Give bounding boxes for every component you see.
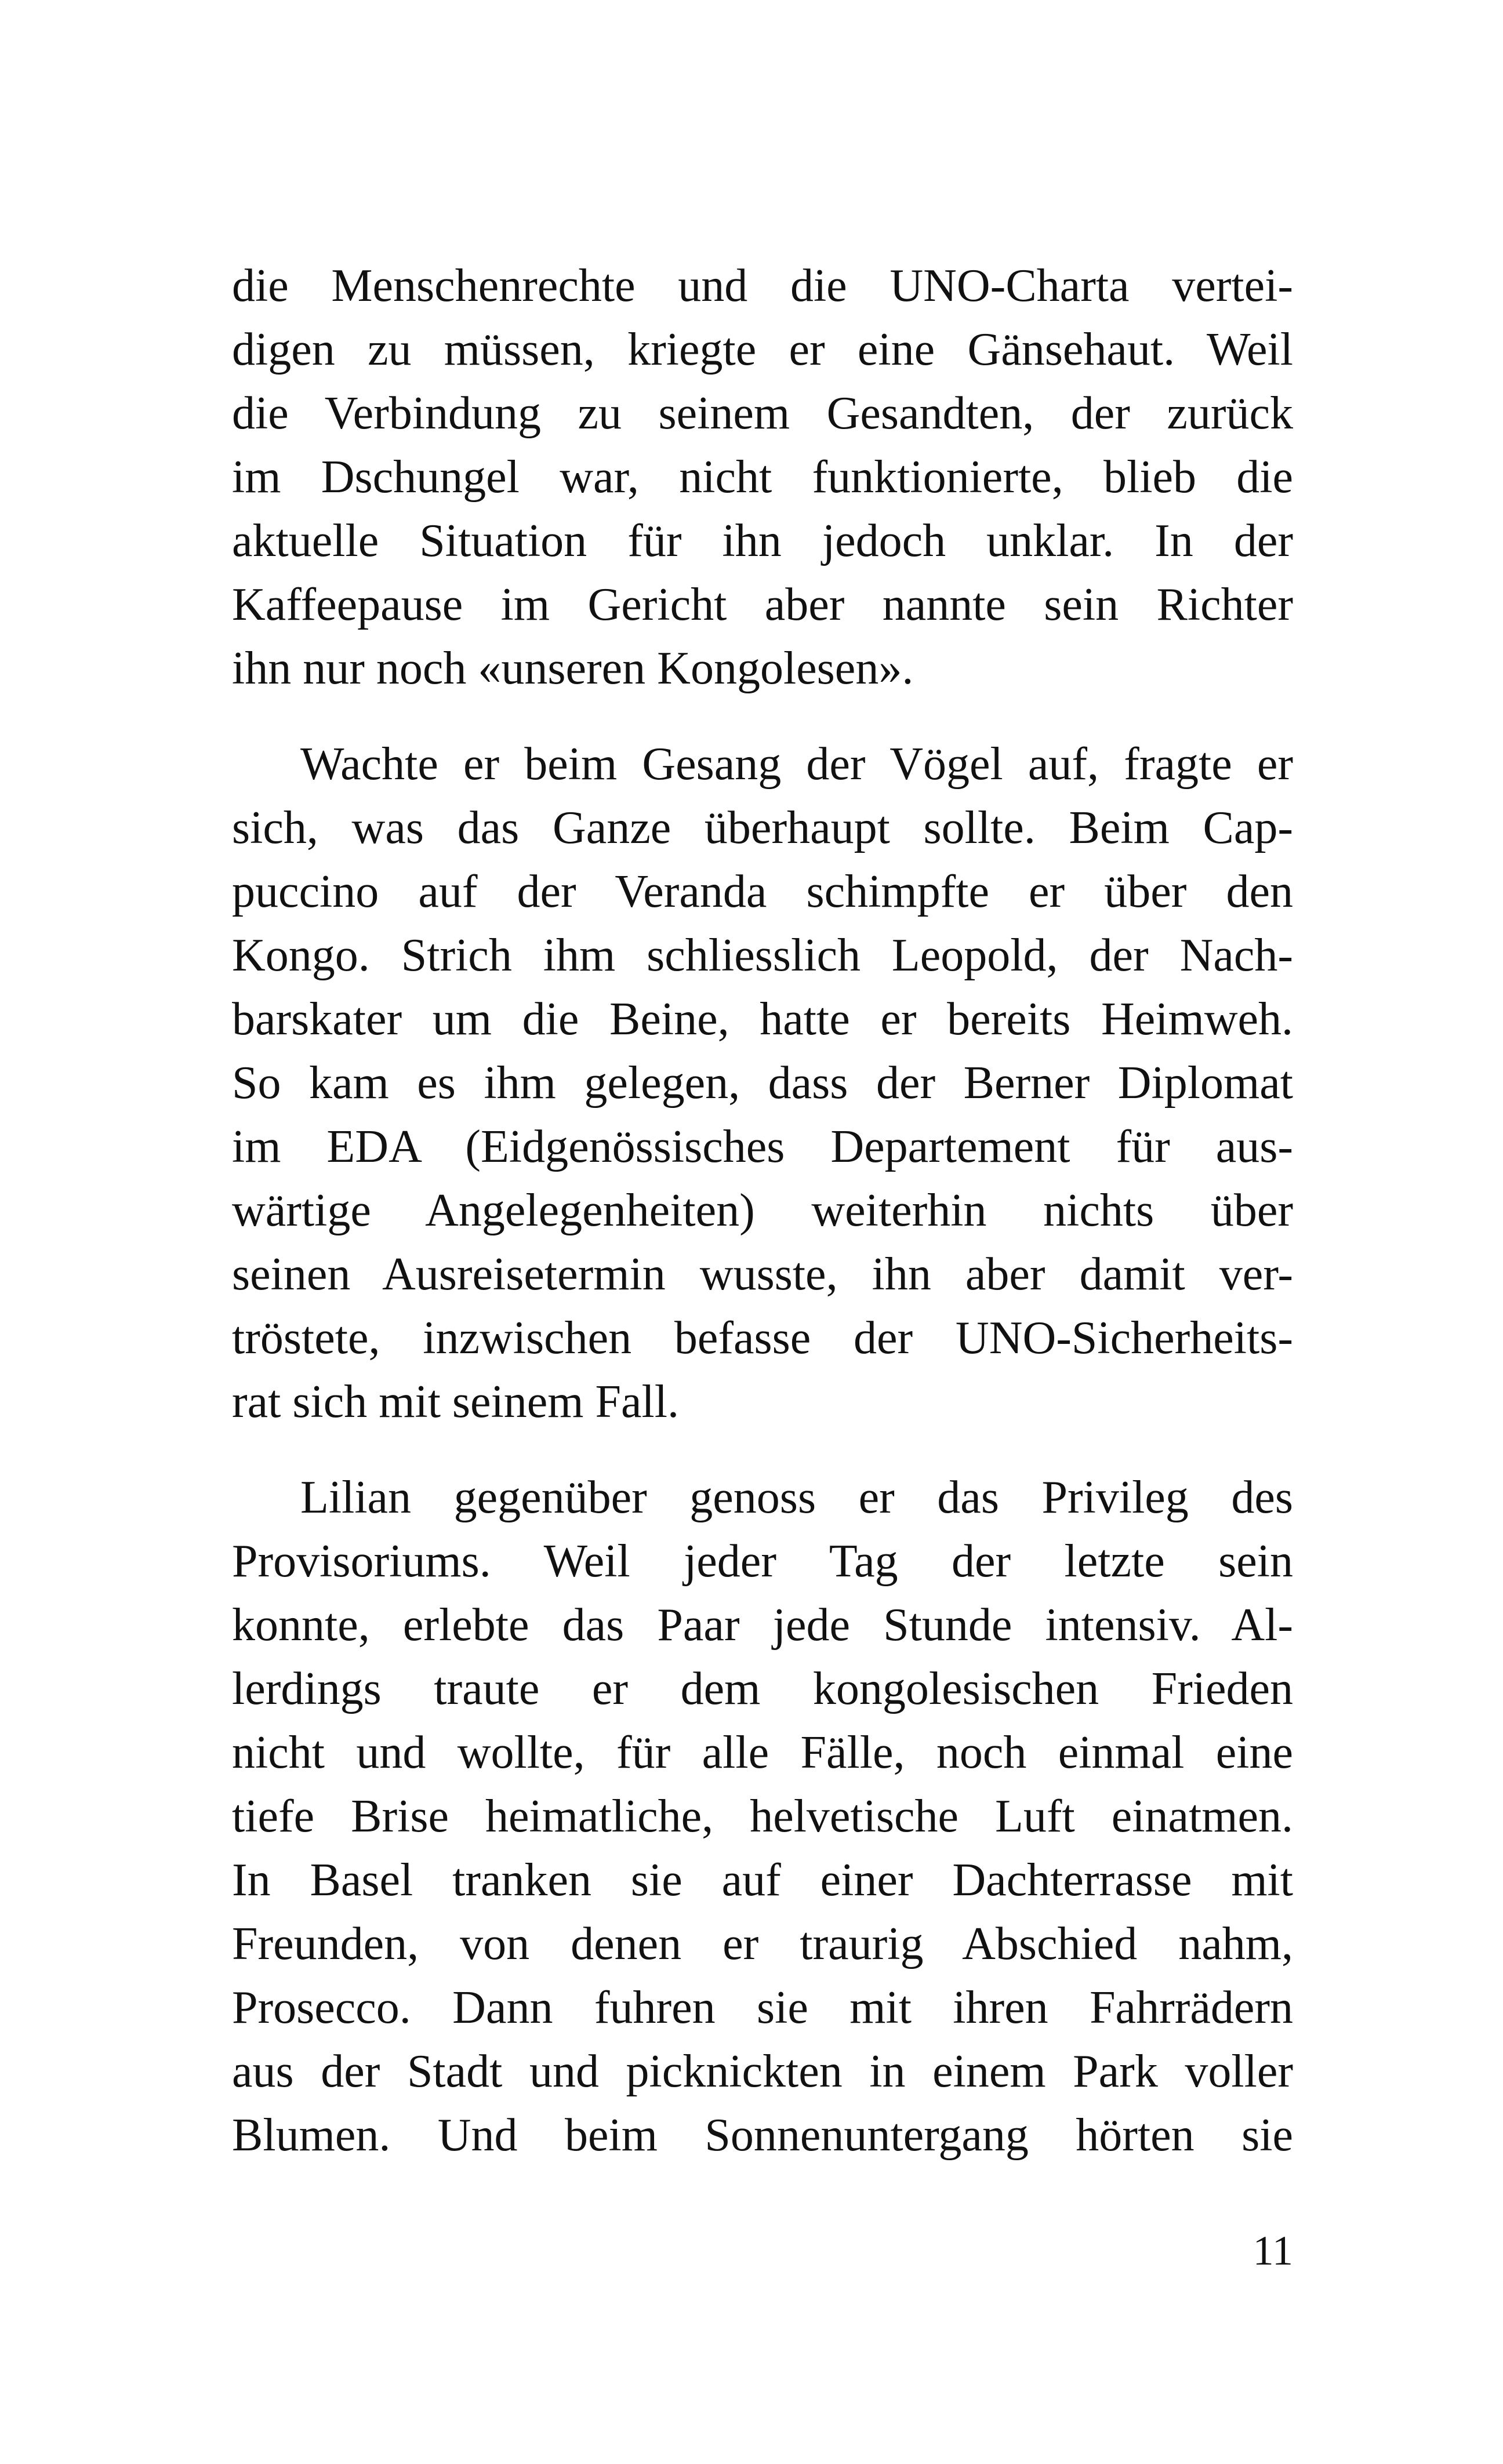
text-line: nicht und wollte, für alle Fälle, noch einmal eine: [232, 1727, 1293, 1778]
text-line: Freunden, von denen er traurig Abschied nahm,: [232, 1918, 1293, 1969]
text-line: rat sich mit seinem Fall.: [232, 1376, 679, 1427]
text-line: konnte, erlebte das Paar jede Stunde intensiv. Al-: [232, 1600, 1293, 1651]
text-line: im Dschungel war, nicht funktionierte, blieb die: [232, 452, 1293, 503]
text-line: puccino auf der Veranda schimpfte er über den: [232, 866, 1293, 917]
text-line: Lilian gegenüber genoss er das Privileg des: [300, 1472, 1293, 1523]
text-line: In Basel tranken sie auf einer Dachterrasse mit: [232, 1855, 1293, 1906]
paragraph: [232, 1466, 1293, 2167]
text-line: tröstete, inzwischen befasse der UNO-Sicherheits-: [232, 1313, 1293, 1364]
text-line: im EDA (Eidgenössisches Departement für aus-: [232, 1121, 1293, 1172]
text-line: aus der Stadt und picknickten in einem Park voller: [232, 2046, 1293, 2097]
text-line: wärtige Angelegenheiten) weiterhin nichts über: [232, 1185, 1293, 1236]
text-line: aktuelle Situation für ihn jedoch unklar. In der: [232, 515, 1293, 566]
text-line: Kongo. Strich ihm schliesslich Leopold, der Nach-: [232, 930, 1293, 981]
text-line: Wachte er beim Gesang der Vögel auf, fragte er: [300, 739, 1293, 790]
text-line: seinen Ausreisetermin wusste, ihn aber damit ver-: [232, 1249, 1293, 1300]
text-line: Blumen. Und beim Sonnenuntergang hörten sie: [232, 2110, 1293, 2161]
text-line: Prosecco. Dann fuhren sie mit ihren Fahrrädern: [232, 1982, 1293, 2033]
text-line: Provisoriums. Weil jeder Tag der letzte sein: [232, 1536, 1293, 1587]
text-line: die Menschenrechte und die UNO-Charta vertei-: [232, 260, 1293, 311]
text-line: lerdings traute er dem kongolesischen Frieden: [232, 1663, 1293, 1714]
text-line: So kam es ihm gelegen, dass der Berner Diplomat: [232, 1057, 1293, 1109]
text-line: Kaffeepause im Gericht aber nannte sein Richter: [232, 579, 1293, 630]
paragraph: [232, 254, 1293, 700]
text-line: barskater um die Beine, hatte er bereits Heimweh.: [232, 994, 1293, 1045]
page-number: 11: [1252, 2227, 1293, 2274]
paragraph: [232, 732, 1293, 1434]
text-line: sich, was das Ganze überhaupt sollte. Beim Cap-: [232, 802, 1293, 853]
body-text: [232, 254, 1293, 2167]
text-line: die Verbindung zu seinem Gesandten, der zurück: [232, 388, 1293, 439]
text-line: digen zu müssen, kriegte er eine Gänsehaut. Weil: [232, 324, 1293, 375]
text-line: tiefe Brise heimatliche, helvetische Luft einatmen.: [232, 1791, 1293, 1842]
text-line: ihn nur noch «unseren Kongolesen».: [232, 643, 914, 694]
